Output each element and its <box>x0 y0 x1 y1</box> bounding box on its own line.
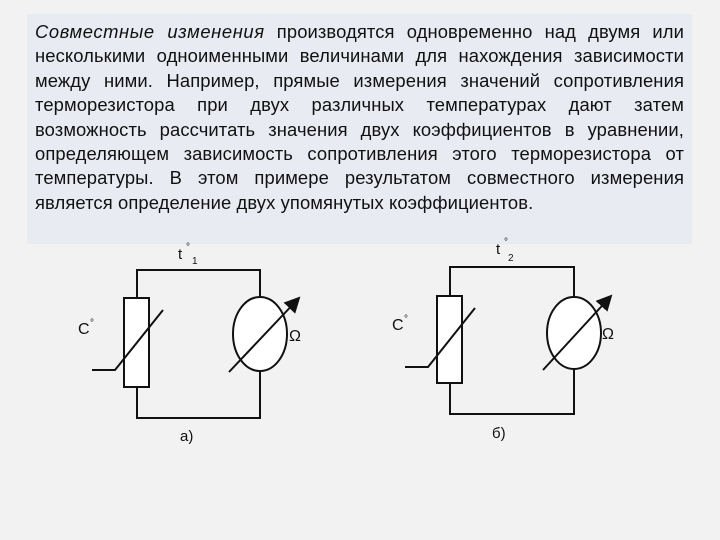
circuit-a-ohm-symbol: Ω <box>289 328 301 345</box>
circuit-a-temp-label: t <box>178 246 183 263</box>
circuit-b-c-label: C <box>392 317 404 334</box>
circuit-a <box>92 270 299 418</box>
circuit-a-wire-bottom <box>137 371 260 418</box>
circuit-a-temp-subscript: 1 <box>192 256 198 267</box>
circuit-a-wire-top <box>137 270 260 298</box>
circuit-b-ohm-symbol: Ω <box>602 326 614 343</box>
circuit-b-temp-degree: ° <box>504 237 508 248</box>
circuit-b-wire-bottom <box>450 369 574 414</box>
lead-term: Совместные изменения <box>35 21 265 42</box>
circuit-b-wire-top <box>450 267 574 297</box>
circuit-a-c-label: C <box>78 321 90 338</box>
circuit-a-temp-degree: ° <box>186 242 190 253</box>
circuit-b-c-degree: ° <box>404 314 408 325</box>
circuit-b <box>405 267 611 414</box>
circuit-b-temp-subscript: 2 <box>508 253 514 264</box>
circuit-a-caption: а) <box>180 428 194 445</box>
paragraph-body: производятся одновременно над двумя или несколькими одноименными величинами для нахождения зависимости между ними. Например, прямые измерения значений сопротивления терморезистора при двух различных температурах дают затем возможность рассчитать значения двух коэффициентов в уравнении, определяющем зависимость сопротивления этого терморезистора от температуры. В этом примере результатом совместного измерения является определение двух упомянутых коэффициентов. <box>35 21 685 213</box>
circuit-a-c-degree: ° <box>90 318 94 329</box>
circuit-b-temp-label: t <box>496 241 501 258</box>
circuit-b-caption: б) <box>492 425 506 442</box>
